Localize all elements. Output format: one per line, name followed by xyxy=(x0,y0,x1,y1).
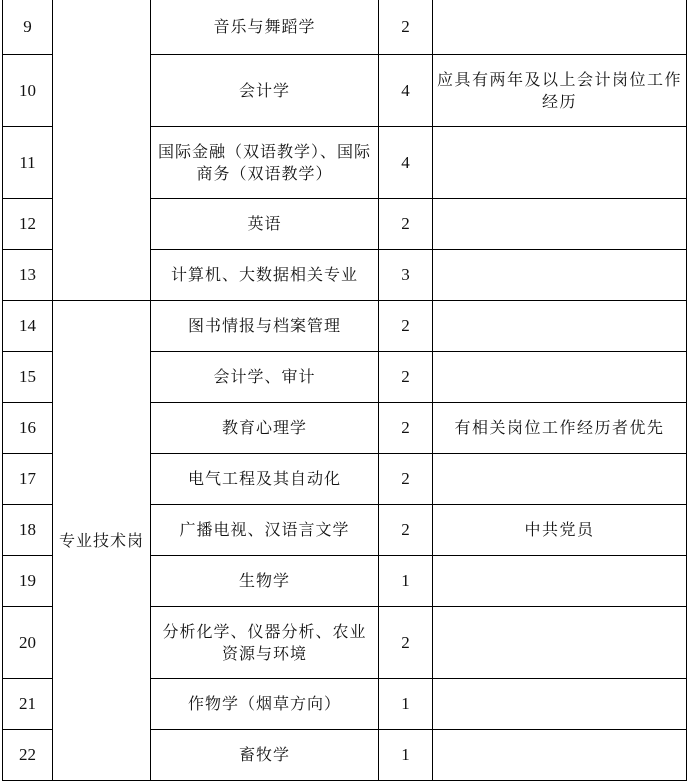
note-cell: 应具有两年及以上会计岗位工作经历 xyxy=(433,55,687,127)
seq-cell: 12 xyxy=(3,199,53,250)
note-cell: 中共党员 xyxy=(433,505,687,556)
count-cell: 2 xyxy=(379,301,433,352)
seq-cell: 11 xyxy=(3,127,53,199)
major-cell: 分析化学、仪器分析、农业资源与环境 xyxy=(151,607,379,679)
category-cell-blank xyxy=(53,0,151,301)
seq-cell: 21 xyxy=(3,679,53,730)
count-cell: 1 xyxy=(379,679,433,730)
major-cell: 作物学（烟草方向） xyxy=(151,679,379,730)
note-cell xyxy=(433,454,687,505)
note-cell xyxy=(433,352,687,403)
major-cell: 会计学、审计 xyxy=(151,352,379,403)
seq-cell: 16 xyxy=(3,403,53,454)
count-cell: 1 xyxy=(379,556,433,607)
seq-cell: 15 xyxy=(3,352,53,403)
count-cell: 2 xyxy=(379,607,433,679)
seq-cell: 19 xyxy=(3,556,53,607)
seq-cell: 20 xyxy=(3,607,53,679)
count-cell: 2 xyxy=(379,505,433,556)
seq-cell: 14 xyxy=(3,301,53,352)
count-cell: 2 xyxy=(379,199,433,250)
note-cell xyxy=(433,730,687,781)
seq-cell: 18 xyxy=(3,505,53,556)
count-cell: 2 xyxy=(379,403,433,454)
major-cell: 会计学 xyxy=(151,55,379,127)
category-cell: 专业技术岗 xyxy=(53,301,151,781)
major-cell: 教育心理学 xyxy=(151,403,379,454)
note-cell xyxy=(433,0,687,55)
major-cell: 电气工程及其自动化 xyxy=(151,454,379,505)
seq-cell: 17 xyxy=(3,454,53,505)
major-cell: 生物学 xyxy=(151,556,379,607)
count-cell: 1 xyxy=(379,730,433,781)
major-cell: 计算机、大数据相关专业 xyxy=(151,250,379,301)
major-cell: 英语 xyxy=(151,199,379,250)
count-cell: 3 xyxy=(379,250,433,301)
major-cell: 国际金融（双语教学）、国际商务（双语教学） xyxy=(151,127,379,199)
table-row xyxy=(3,301,687,352)
note-cell xyxy=(433,250,687,301)
note-cell xyxy=(433,556,687,607)
note-cell xyxy=(433,127,687,199)
seq-cell: 9 xyxy=(3,0,53,55)
note-cell xyxy=(433,199,687,250)
count-cell: 2 xyxy=(379,0,433,55)
seq-cell: 10 xyxy=(3,55,53,127)
seq-cell: 22 xyxy=(3,730,53,781)
note-cell xyxy=(433,301,687,352)
major-cell: 畜牧学 xyxy=(151,730,379,781)
major-cell: 音乐与舞蹈学 xyxy=(151,0,379,55)
count-cell: 4 xyxy=(379,55,433,127)
note-cell xyxy=(433,679,687,730)
seq-cell: 13 xyxy=(3,250,53,301)
recruitment-table xyxy=(2,0,687,781)
major-cell: 广播电视、汉语言文学 xyxy=(151,505,379,556)
note-cell: 有相关岗位工作经历者优先 xyxy=(433,403,687,454)
count-cell: 2 xyxy=(379,454,433,505)
major-cell: 图书情报与档案管理 xyxy=(151,301,379,352)
note-cell xyxy=(433,607,687,679)
count-cell: 2 xyxy=(379,352,433,403)
count-cell: 4 xyxy=(379,127,433,199)
table-row xyxy=(3,0,687,55)
